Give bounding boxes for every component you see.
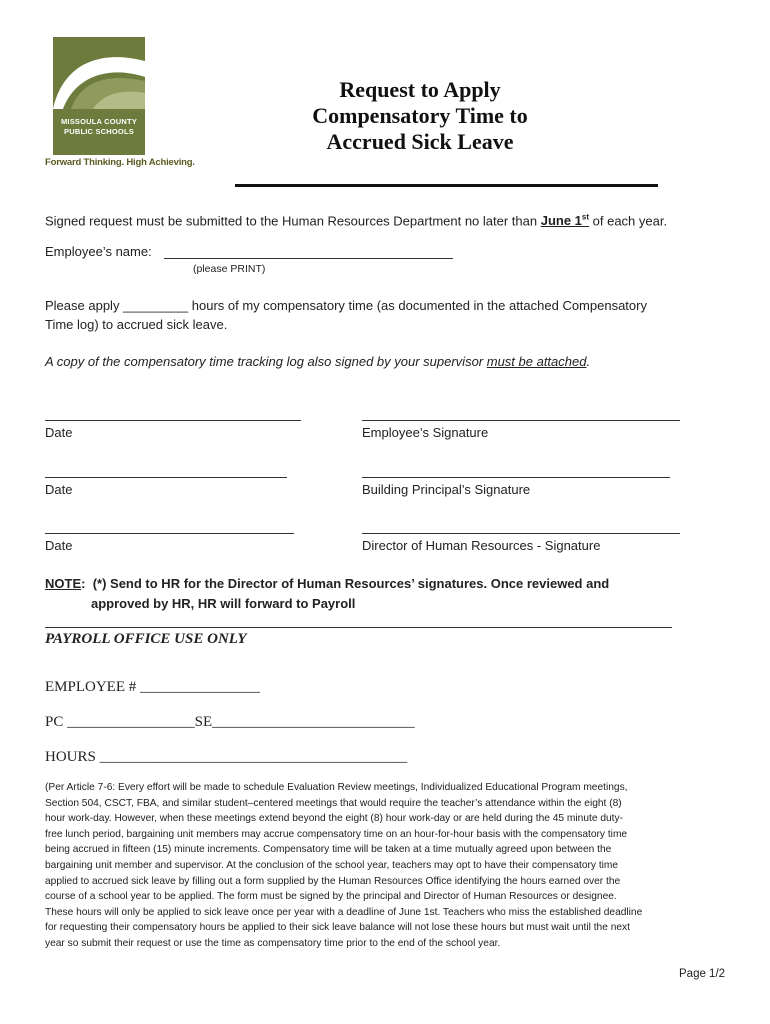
payroll-hours-field[interactable]: HOURS _________________________________________ [45,749,408,765]
date-label-1: Date [45,425,73,440]
hours-blank[interactable]: _________ [123,298,189,313]
date-line-2[interactable] [45,477,287,478]
logo-name-line2: PUBLIC SCHOOLS [64,127,134,136]
intro-text [45,213,667,228]
title-line1: Request to Apply [339,77,501,102]
hr-director-signature-line[interactable] [362,533,680,534]
payroll-pc-se-field[interactable]: PC _________________SE___________________________ [45,714,415,730]
note-line2: approved by HR, HR will forward to Payroll [91,596,356,611]
payroll-divider [45,627,672,628]
note-label: NOTE [45,576,82,591]
fine-print-line: being accrued in fifteen (15) minute increments. Compensatory time will be taken at a time mutually agreed upon between the [45,844,612,856]
fine-print-line: applied to accrued sick leave by filling out a form supplied by the Human Resources Office identifying the hours earned over the [45,875,621,887]
logo-name-line1: MISSOULA COUNTY [60,117,138,126]
apply-line1: Please apply _________ hours of my compensatory time (as documented in the attached Compensatory [45,298,647,313]
fine-print-line: course of a school year to be applied. The form must be signed by the principal and Director of Human Resources or designee. [45,891,617,903]
fine-print-line: free lunch period, bargaining unit members may accrue compensatory time on an hour-for-hour basis with the compensatory time [45,828,628,840]
date-line-1[interactable] [45,420,301,421]
note-line1: NOTE: (*) Send to HR for the Director of Human Resources’ signatures. Once reviewed and [45,576,610,591]
fine-print-line: year so submit their request or use the time as compensatory time prior to the end of the school year. [45,937,501,949]
principal-signature-line[interactable] [362,477,670,478]
fine-print-line: hour work-day. However, when these meetings extend beyond the eight (8) hour work-day or are held during the 45 minute duty- [45,813,623,825]
page-number: Page 1/2 [679,968,726,980]
employee-name-field[interactable] [164,258,453,259]
payroll-heading: PAYROLL OFFICE USE ONLY [45,631,247,647]
logo-arc-graphic [53,37,145,155]
principal-signature-label: Building Principal’s Signature [362,482,531,497]
employee-name-hint: (please PRINT) [193,263,266,275]
intro-after: of each year. [589,213,668,229]
fine-print-line: for requesting their compensatory hours be applied to their sick leave balance will not lose these hours but must wait until the next [45,922,630,934]
fine-print-line: These hours will only be applied to sick leave once per year with a deadline of June 1st. Teachers who miss the established deadline [45,906,643,918]
apply-line2: Time log) to accrued sick leave. [45,317,228,332]
employee-signature-line[interactable] [362,420,680,421]
title-line3: Accrued Sick Leave [326,129,514,154]
intro-deadline: June 1st [540,213,590,229]
date-line-3[interactable] [45,533,294,534]
date-label-2: Date [45,482,73,497]
payroll-employee-field[interactable]: EMPLOYEE # ________________ [45,679,260,695]
article-fine-print [45,780,735,952]
employee-signature-label: Employee’s Signature [362,425,489,440]
logo-tagline: Forward Thinking. High Achieving. [45,157,195,168]
title-line2: Compensatory Time to [312,103,528,128]
district-logo [53,37,145,155]
copy-note: A copy of the compensatory time tracking log also signed by your supervisor must be attached. [45,354,591,369]
employee-name-label: Employee’s name: [45,244,152,259]
intro-before: Signed request must be submitted to the Human Resources Department no later than [45,213,541,229]
fine-print-line: bargaining unit member and supervisor. At the conclusion of the school year, teachers may opt to have their compensatory time [45,859,619,871]
fine-print-line: Section 504, CSCT, FBA, and similar student–centered meetings that would require the teacher’s attendance within the eight (8) [45,797,622,809]
fine-print-line: (Per Article 7-6: Every effort will be made to schedule Evaluation Review meetings, Individualized Educational Program meetings, [45,782,628,793]
date-label-3: Date [45,538,73,553]
hr-director-signature-label: Director of Human Resources - Signature [362,538,601,553]
title-divider [235,184,658,187]
form-title [280,77,560,155]
